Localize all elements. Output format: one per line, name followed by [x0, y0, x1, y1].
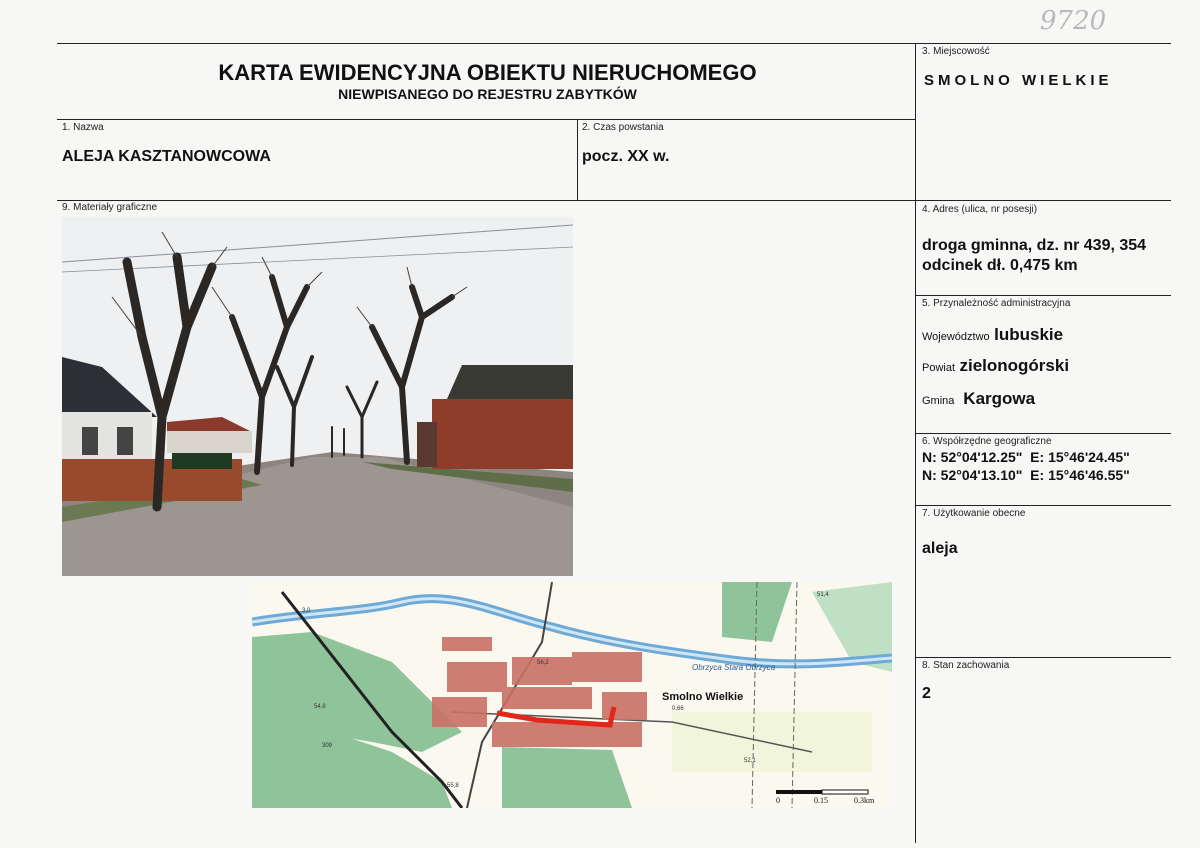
field-label-wspolrzedne: 6. Współrzędne geograficzne — [922, 436, 1052, 447]
map-river-label: Obrzyca Stara Obrzyca — [692, 663, 776, 672]
top-rule — [57, 43, 1171, 44]
map-elevation-1: 3,0 — [302, 608, 311, 614]
field-label-materialy: 9. Materiały graficzne — [62, 202, 158, 213]
field-label-stan: 8. Stan zachowania — [922, 660, 1010, 671]
rule-6 — [915, 433, 1171, 434]
scale-label-1: 0.15 — [814, 796, 828, 805]
field-value-adres-line2: odcinek dł. 0,475 km — [922, 257, 1078, 274]
powiat-row — [922, 356, 1069, 376]
field-label-nazwa: 1. Nazwa — [62, 122, 104, 133]
wojewodztwo-row — [922, 325, 1063, 345]
name-date-divider — [577, 119, 578, 200]
scale-label-0: 0 — [776, 796, 780, 805]
field-value-adres-line1: droga gminna, dz. nr 439, 354 — [922, 237, 1147, 254]
map-elevation-4: 309 — [322, 743, 333, 749]
map-place-label: Smolno Wielkie — [662, 691, 744, 703]
rule-8 — [915, 657, 1171, 658]
field-value-czas: pocz. XX w. — [582, 148, 670, 165]
alley-photograph — [62, 217, 573, 576]
gmina-value: Kargowa — [963, 389, 1036, 408]
field-label-czas: 2. Czas powstania — [582, 122, 664, 133]
powiat-label: Powiat — [922, 362, 956, 374]
map-elevation-5: 55,8 — [447, 783, 459, 789]
rule-5 — [915, 295, 1171, 296]
field-value-uzytkowanie: aleja — [922, 540, 958, 557]
rule-7 — [915, 505, 1171, 506]
wojewodztwo-value: lubuskie — [994, 325, 1064, 344]
scale-label-2: 0.3km — [854, 796, 875, 805]
powiat-value: zielonogórski — [959, 356, 1070, 375]
map-elevation-3: 54,8 — [314, 704, 326, 710]
gmina-label: Gmina — [922, 395, 955, 407]
field-label-miejscowosc: 3. Miejscowość — [922, 46, 990, 57]
field-label-uzytkowanie: 7. Użytkowanie obecne — [922, 508, 1026, 519]
coordinates-line2: N: 52°04'13.10" E: 15°46'46.55" — [922, 467, 1130, 483]
field-label-adres: 4. Adres (ulica, nr posesji) — [922, 204, 1038, 215]
row1-bottom-rule — [57, 200, 1171, 201]
map-elevation-8: 0,66 — [672, 706, 684, 712]
map-elevation-2: 56,2 — [537, 660, 549, 666]
field-value-miejscowosc: SMOLNO WIELKIE — [924, 72, 1113, 89]
wojewodztwo-label: Województwo — [922, 331, 990, 343]
card-subtitle: NIEWPISANEGO DO REJESTRU ZABYTKÓW — [338, 86, 637, 102]
map-elevation-7: 51,4 — [817, 592, 829, 598]
handwritten-inventory-number: 9720 — [1040, 6, 1107, 36]
topographic-map — [252, 582, 892, 808]
coordinates-line1: N: 52°04'12.25" E: 15°46'24.45" — [922, 449, 1130, 465]
card-title: KARTA EWIDENCYJNA OBIEKTU NIERUCHOMEGO — [218, 60, 757, 85]
topographic-map-drawing — [252, 582, 892, 808]
alley-photo-drawing — [62, 217, 573, 576]
title-bottom-rule — [57, 119, 915, 120]
field-value-nazwa: ALEJA KASZTANOWCOWA — [62, 148, 271, 165]
gmina-row — [922, 389, 1035, 409]
map-elevation-6: 52,1 — [744, 758, 756, 764]
field-label-przynaleznosc: 5. Przynależność administracyjna — [922, 298, 1071, 309]
field-value-stan: 2 — [922, 685, 931, 702]
right-column-divider — [915, 43, 916, 843]
